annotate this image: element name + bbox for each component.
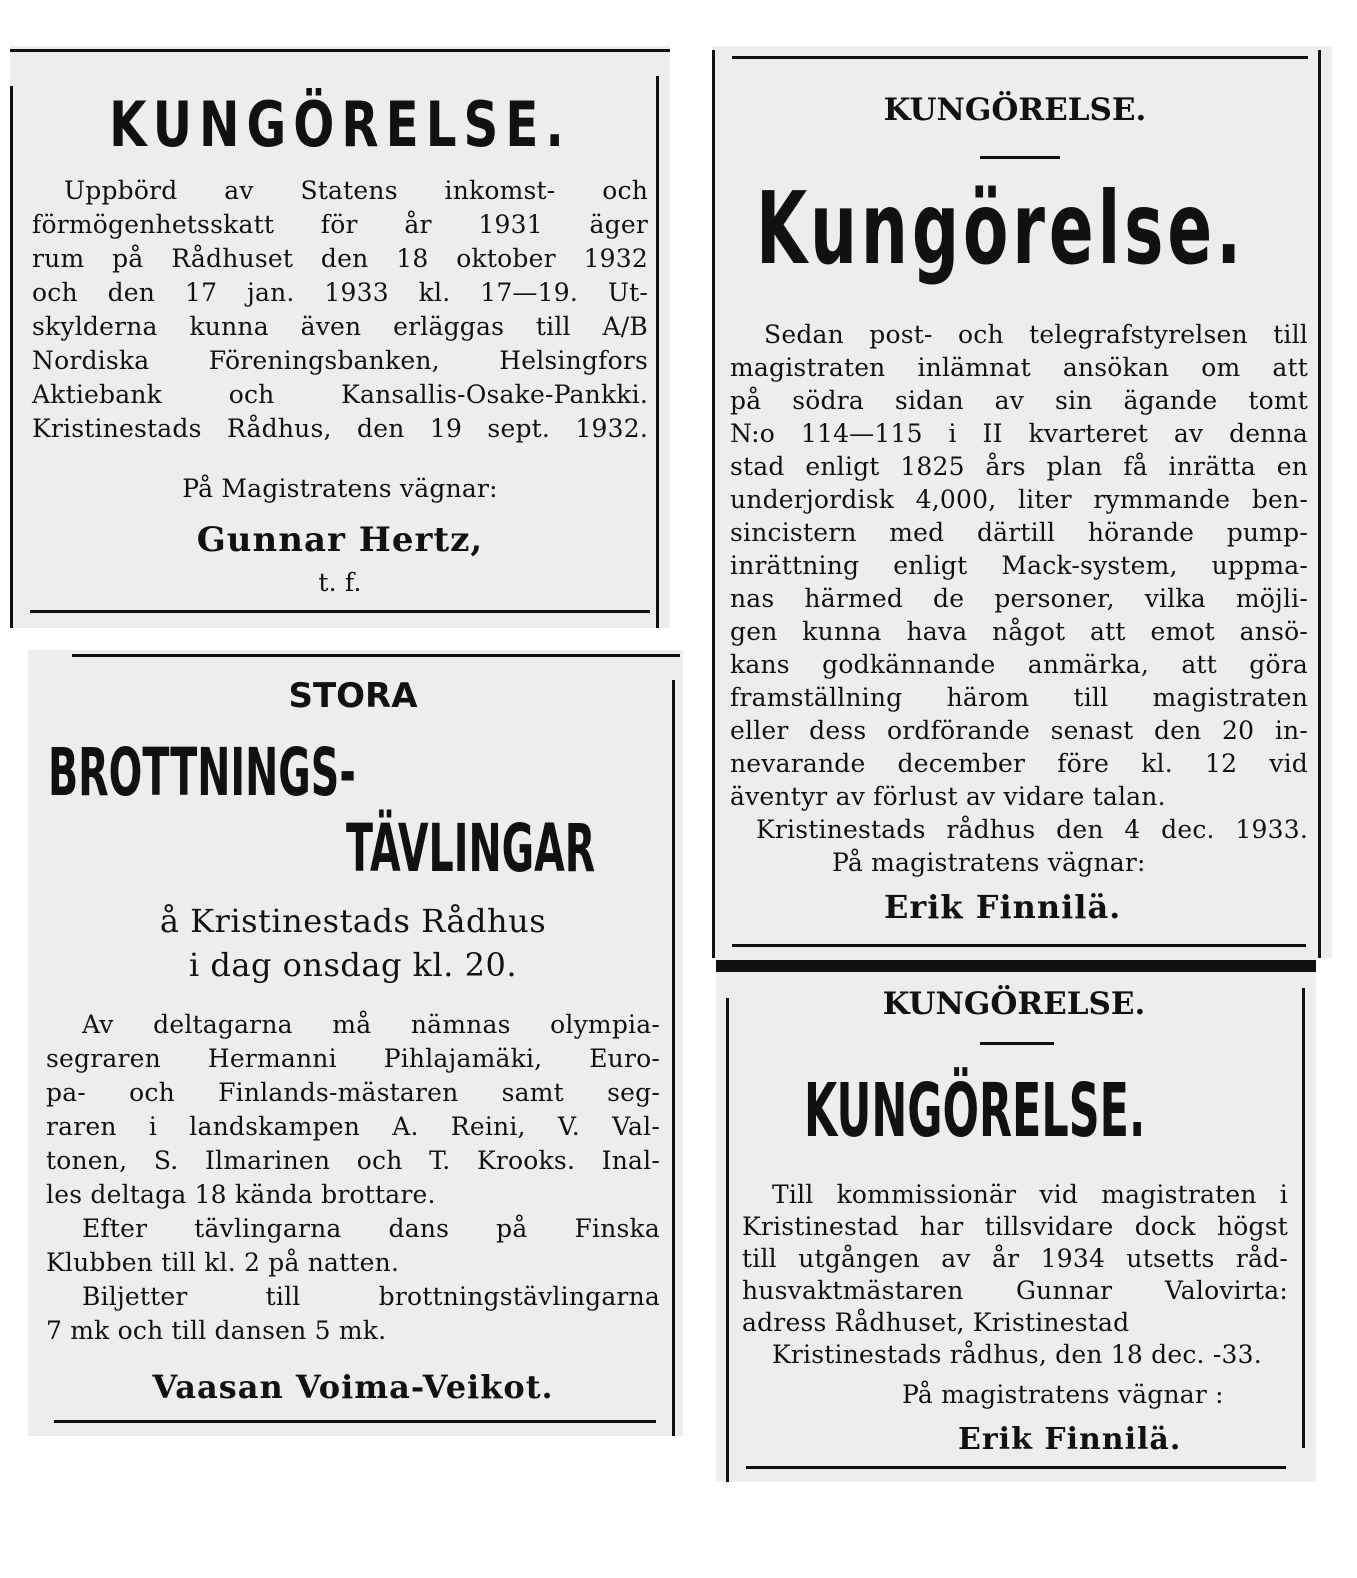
date-line: Kristinestads Rådhus, den 19 sept. 1932.	[32, 414, 648, 443]
venue: å Kristinestads Rådhus	[159, 902, 547, 940]
body-line: Aktiebank och Kansallis-Osake-Pankki.	[32, 380, 648, 409]
bottom-rule	[54, 1420, 656, 1423]
body-line: Kristinestad har tillsvidare dock högst	[742, 1212, 1288, 1241]
body-line: rum på Rådhuset den 18 oktober 1932	[32, 244, 648, 273]
body-line: sincistern med därtill hörande pump-	[730, 518, 1308, 547]
kicker: STORA	[288, 676, 418, 716]
body-line: äventyr av förlust av vidare talan.	[730, 782, 1166, 811]
body-line: 7 mk och till dansen 5 mk.	[46, 1316, 387, 1345]
body-line: till utgången av år 1934 utsetts råd-	[742, 1244, 1288, 1273]
notice-wrestling	[28, 650, 683, 1436]
notice-commissioner	[716, 958, 1316, 1482]
body-line: nas härmed de personer, vilka möjli-	[730, 584, 1308, 613]
body-line: skylderna kunna även erläggas till A/B	[32, 312, 648, 341]
on-behalf: På magistratens vägnar :	[902, 1380, 1224, 1409]
short-rule	[980, 1042, 1054, 1045]
body-line: på södra sidan av sin ägande tomt	[730, 386, 1308, 415]
top-rule	[732, 56, 1308, 59]
signature: Vaasan Voima-Veikot.	[152, 1368, 554, 1406]
heading-line-1: BROTTNINGS-	[48, 734, 356, 811]
body-line: gen kunna hava något att emot ansö-	[730, 617, 1308, 646]
body-line: segraren Hermanni Pihlajamäki, Euro-	[46, 1044, 660, 1073]
body-line: les deltaga 18 kända brottare.	[46, 1180, 436, 1209]
body-line: Till kommissionär vid magistraten i	[772, 1180, 1288, 1209]
top-rule	[716, 960, 1316, 972]
signer-title: t. f.	[318, 568, 362, 597]
body-line: pa- och Finlands-mästaren samt seg-	[46, 1078, 660, 1107]
body-line: Uppbörd av Statens inkomst- och	[64, 176, 648, 205]
left-border	[712, 50, 715, 958]
heading: Kungörelse.	[756, 170, 1246, 287]
kicker: KUNGÖRELSE.	[882, 986, 1146, 1022]
right-border	[1302, 988, 1305, 1448]
heading: KUNGÖRELSE.	[109, 88, 571, 161]
body-line: adress Rådhuset, Kristinestad	[742, 1308, 1130, 1337]
on-behalf: På Magistratens vägnar:	[182, 474, 498, 503]
notice-petrol-tank	[712, 46, 1332, 958]
date-line: Kristinestads rådhus den 4 dec. 1933.	[756, 815, 1308, 844]
body-line: framställning härom till magistraten	[730, 683, 1308, 712]
body-line: Av deltagarna må nämnas olympia-	[82, 1010, 660, 1039]
body-line: förmögenhetsskatt för år 1931 äger	[32, 210, 648, 239]
signature: Gunnar Hertz,	[196, 520, 484, 560]
top-rule	[10, 49, 670, 52]
body-line: magistraten inlämnat ansökan om att	[730, 353, 1308, 382]
top-rule	[72, 654, 680, 657]
body-line: N:o 114—115 i II kvarteret av denna	[730, 419, 1308, 448]
signature: Erik Finnilä.	[884, 888, 1122, 926]
kicker: KUNGÖRELSE.	[883, 92, 1147, 128]
body-line: nevarande december före kl. 12 vid	[730, 749, 1308, 778]
body-line: eller dess ordförande senast den 20 in-	[730, 716, 1308, 745]
body-line: husvaktmästaren Gunnar Valovirta:	[742, 1276, 1288, 1305]
on-behalf: På magistratens vägnar:	[832, 848, 1146, 877]
heading: KUNGÖRELSE.	[804, 1068, 1146, 1154]
heading-line-2: TÄVLINGAR	[346, 810, 596, 887]
body-line: och den 17 jan. 1933 kl. 17—19. Ut-	[32, 278, 648, 307]
body-line: stad enligt 1825 års plan få inrätta en	[730, 452, 1308, 481]
date-line: Kristinestads rådhus, den 18 dec. -33.	[772, 1340, 1262, 1369]
body-line: raren i landskampen A. Reini, V. Val-	[46, 1112, 660, 1141]
body-line: Sedan post- och telegrafstyrelsen till	[764, 320, 1308, 349]
short-rule	[980, 156, 1060, 159]
body-line: inrättning enligt Mack-system, uppma-	[730, 551, 1308, 580]
body-line: Efter tävlingarna dans på Finska	[82, 1214, 660, 1243]
bottom-rule	[746, 1466, 1286, 1469]
notice-tax-collection	[10, 46, 670, 628]
body-line: Klubben till kl. 2 på natten.	[46, 1248, 400, 1277]
right-border	[672, 680, 675, 1436]
body-line: Nordiska Föreningsbanken, Helsingfors	[32, 346, 648, 375]
body-line: kans godkännande anmärka, att göra	[730, 650, 1308, 679]
bottom-rule	[30, 610, 650, 613]
body-line: underjordisk 4,000, liter rymmande ben-	[730, 485, 1308, 514]
signature: Erik Finnilä.	[958, 1422, 1182, 1457]
bottom-rule	[732, 944, 1306, 947]
left-border	[726, 998, 729, 1482]
body-line: tonen, S. Ilmarinen och T. Krooks. Inal-	[46, 1146, 660, 1175]
event-time: i dag onsdag kl. 20.	[189, 946, 517, 984]
body-line: Biljetter till brottningstävlingarna	[82, 1282, 660, 1311]
